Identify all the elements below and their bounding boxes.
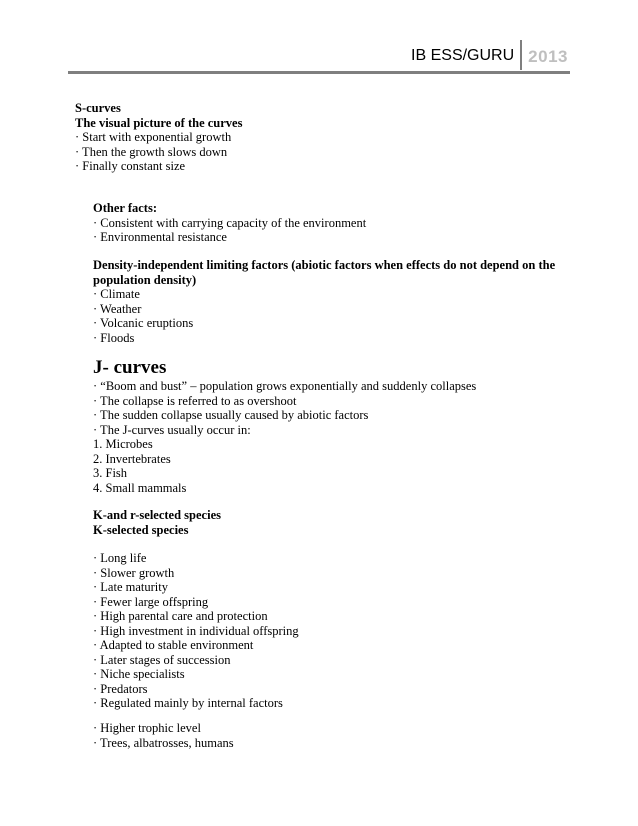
header-rule xyxy=(68,71,570,74)
k-selected-list xyxy=(93,551,299,711)
other-facts-section xyxy=(93,201,366,245)
list-item: 2. Invertebrates xyxy=(93,451,171,466)
list-item: · Later stages of succession xyxy=(93,652,231,667)
j-curves-section xyxy=(93,357,476,495)
kr-section xyxy=(93,508,221,537)
list-item: · Volcanic eruptions xyxy=(93,316,194,330)
s-curves-subheading: The visual picture of the curves xyxy=(75,115,243,130)
list-item: · Start with exponential growth xyxy=(75,130,232,144)
list-item: · Long life xyxy=(93,551,147,565)
list-item: · Predators xyxy=(93,681,148,696)
header-title: IB ESS/GURU xyxy=(411,47,515,64)
list-item: · Floods xyxy=(93,330,135,345)
list-item: · Finally constant size xyxy=(75,159,186,173)
density-heading-line2: population density) xyxy=(93,272,197,287)
list-item: · Environmental resistance xyxy=(93,230,227,244)
list-item: · Regulated mainly by internal factors xyxy=(93,696,283,710)
k-selected-heading: K-selected species xyxy=(93,522,189,537)
list-item: · Weather xyxy=(93,301,142,316)
list-item: 4. Small mammals xyxy=(93,480,187,495)
list-item: · The J-curves usually occur in: xyxy=(93,422,251,437)
density-heading-line1: Density-independent limiting factors (abiotic factors when effects do not depend on the xyxy=(93,258,556,272)
list-item: · Trees, albatrosses, humans xyxy=(93,735,234,750)
list-item: · The sudden collapse usually caused by abiotic factors xyxy=(93,408,369,422)
list-item: 1. Microbes xyxy=(93,437,153,451)
s-curves-heading: S-curves xyxy=(75,101,121,115)
list-item: · Then the growth slows down xyxy=(75,144,228,159)
other-facts-heading: Other facts: xyxy=(93,201,157,215)
list-item: · High parental care and protection xyxy=(93,609,268,623)
list-item: · “Boom and bust” – population grows exponentially and suddenly collapses xyxy=(93,379,477,393)
list-item: · The collapse is referred to as overshoot xyxy=(93,393,297,408)
s-curves-section xyxy=(75,101,242,174)
list-item: · Slower growth xyxy=(93,565,175,580)
list-item: · Climate xyxy=(93,287,140,301)
j-curves-heading: J- curves xyxy=(93,357,167,378)
density-section xyxy=(93,258,555,345)
list-item: · Adapted to stable environment xyxy=(93,638,254,652)
kr-heading: K-and r-selected species xyxy=(93,508,221,522)
list-item: · Late maturity xyxy=(93,580,168,594)
header-year: 2013 xyxy=(528,47,568,66)
list-item: · Higher trophic level xyxy=(93,721,201,735)
list-item: · Niche specialists xyxy=(93,667,185,681)
list-item: · High investment in individual offspring xyxy=(93,623,299,638)
list-item: · Fewer large offspring xyxy=(93,594,209,609)
list-item: · Consistent with carrying capacity of the environment xyxy=(93,215,367,230)
k-selected-list-2 xyxy=(93,721,234,750)
list-item: 3. Fish xyxy=(93,466,128,480)
page-header xyxy=(411,40,570,70)
